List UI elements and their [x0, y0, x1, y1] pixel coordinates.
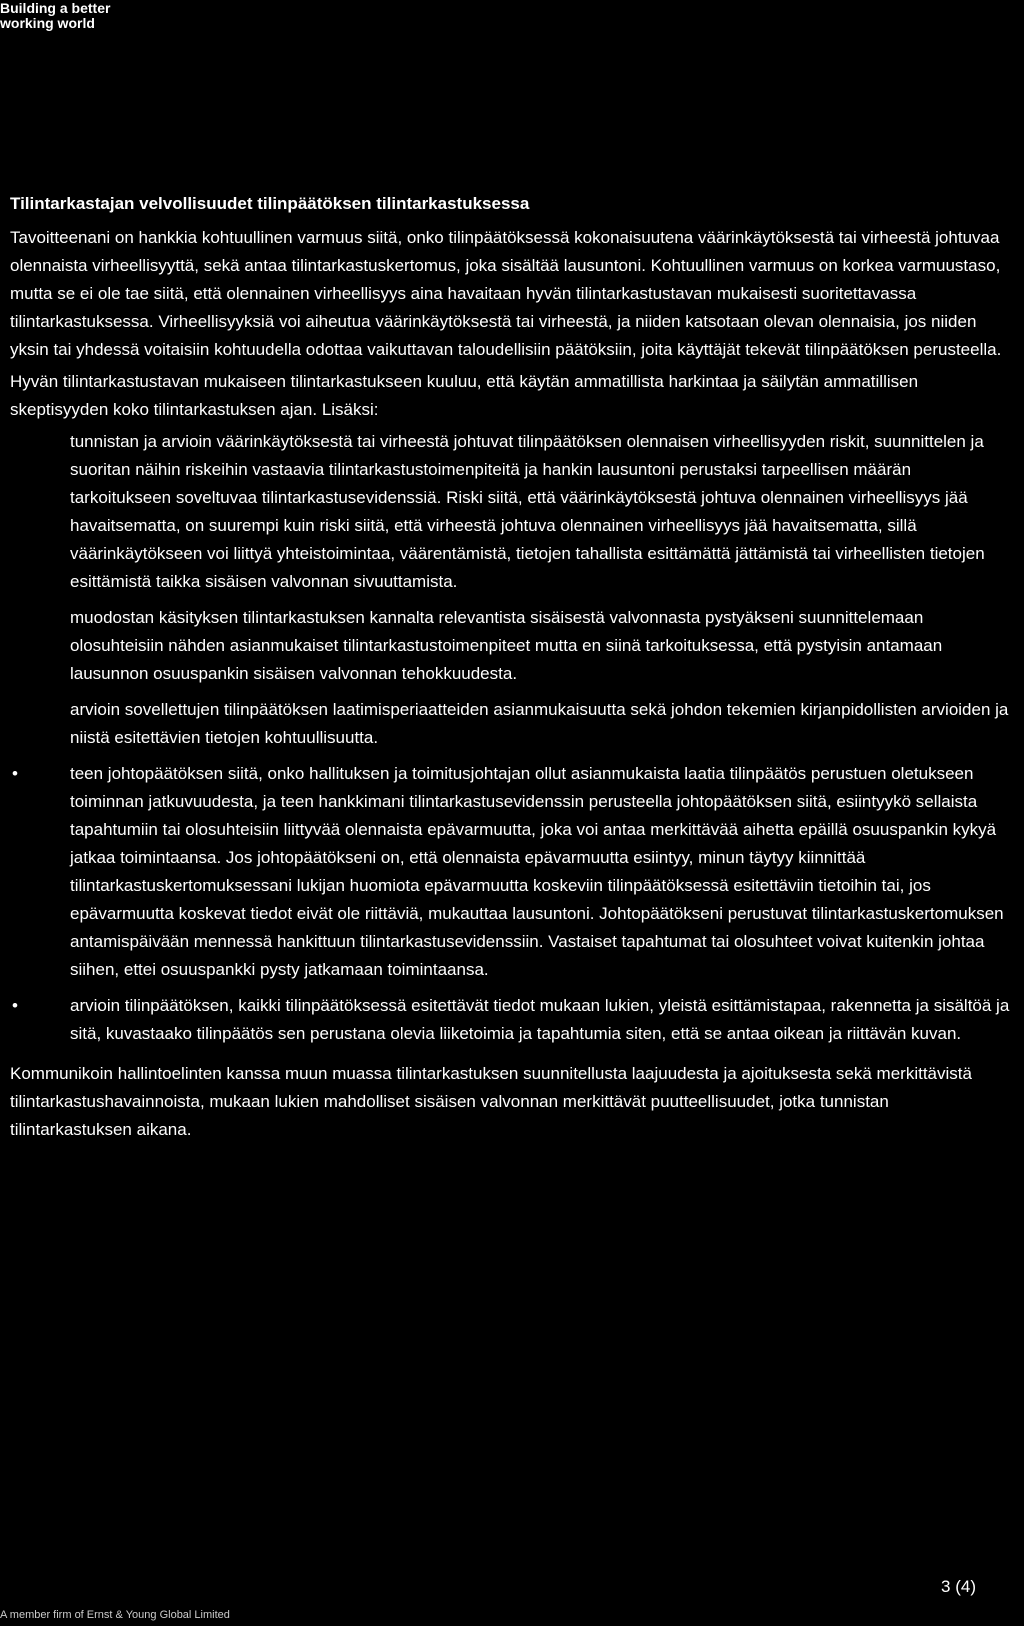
brand-slogan	[0, 1, 110, 31]
bullet-marker: •	[12, 764, 18, 783]
list-item-text: muodostan käsityksen tilintarkastuksen kannalta relevantista sisäisestä valvonnasta pystyäkseni suunnittelemaan olosuhteisiin nähden asianmukaiset tilintarkastustoimenpiteet mutta en siinä tarkoituksessa, että pystyisin antamaan lausunnon osuuspankin sisäisen valvonnan tehokkuudesta.	[70, 608, 943, 683]
list-item-text: tunnistan ja arvioin väärinkäytöksestä tai virheestä johtuvat tilinpäätöksen olennaisen virheellisyyden riskit, suunnittelen ja suoritan näihin riskeihin vastaavia tilintarkastustoimenpiteitä ja hankin lausuntoni perustaksi tarpeellisen määrän tarkoitukseen soveltuvaa tilintarkastusevidenssiä. Riski siitä, että väärinkäytöksestä johtuva olennainen virheellisyys jää havaitsematta, on suurempi kuin riski siitä, että virheestä johtuva olennainen virheellisyys jää havaitsematta, sillä väärinkäytökseen voi liittyä yhteistoimintaa, väärentämistä, tietojen tahallista esittämättä jättämistä tai virheellisten tietojen esittämistä taikka sisäisen valvonnan sivuuttamista.	[70, 432, 985, 591]
paragraph-communication: Kommunikoin hallintoelinten kanssa muun muassa tilintarkastuksen suunnitellusta laajuudesta ja ajoituksesta sekä merkittävistä tilintarkastushavainnoista, mukaan lukien mahdolliset sisäisen valvonnan merkittävät puutteellisuudet, jotka tunnistan tilintarkastuksen aikana.	[10, 1064, 972, 1139]
list-item-text: arvioin tilinpäätöksen, kaikki tilinpäätöksessä esitettävät tiedot mukaan lukien, yleistä esittämistapaa, rakennetta ja sisältöä ja sitä, kuvastaako tilinpäätös sen perustana olevia liiketoimia ja tapahtumia siten, että se antaa oikean ja riittävän kuvan.	[70, 996, 1010, 1043]
list-item	[10, 604, 1015, 688]
auditor-duties-list	[10, 428, 1015, 1048]
paragraph-objective: Tavoitteenani on hankkia kohtuullinen varmuus siitä, onko tilinpäätöksessä kokonaisuutena väärinkäytöksestä tai virheestä johtuvaa olennaista virheellisyyttä, sekä antaa tilintarkastuskertomus, joka sisältää lausuntoni. Kohtuullinen varmuus on korkea varmuustaso, mutta se ei ole tae siitä, että olennainen virheellisyys aina havaitaan hyvän tilintarkastustavan mukaisesti suoritettavassa tilintarkastuksessa. Virheellisyyksiä voi aiheutua väärinkäytöksestä tai virheestä, ja niiden katsotaan olevan olennaisia, jos niiden yksin tai yhdessä voitaisiin kohtuudella odottaa vaikuttavan taloudellisiin päätöksiin, joita käyttäjät tekevät tilinpäätöksen perusteella.	[10, 228, 1002, 359]
paragraph-professional-judgement: Hyvän tilintarkastustavan mukaiseen tilintarkastukseen kuuluu, että käytän ammatillista harkintaa ja säilytän ammatillisen skeptisyyden koko tilintarkastuksen ajan. Lisäksi:	[10, 372, 919, 419]
section-heading: Tilintarkastajan velvollisuudet tilinpäätöksen tilintarkastuksessa	[10, 194, 530, 213]
slogan-line-1: Building a better	[0, 0, 111, 16]
list-item	[10, 760, 1015, 984]
list-item-text: teen johtopäätöksen siitä, onko hallituksen ja toimitusjohtajan ollut asianmukaista laatia tilinpäätös perustuen oletukseen toiminnan jatkuvuudesta, ja teen hankkimani tilintarkastusevidenssin perusteella johtopäätöksen siitä, esiintyykö sellaista tapahtumiin tai olosuhteisiin liittyvää olennaista epävarmuutta, joka voi antaa merkittävää aihetta epäillä osuuspankin kykyä jatkaa toimintaansa. Jos johtopäätökseni on, että olennaista epävarmuutta esiintyy, minun täytyy kiinnittää tilintarkastuskertomuksessani lukijan huomiota epävarmuutta koskeviin tilinpäätöksessä esitettäviin tietoihin tai, jos epävarmuutta koskevat tiedot eivät ole riittäviä, mukauttaa lausuntoni. Johtopäätökseni perustuvat tilintarkastuskertomuksen antamispäivään mennessä hankittuun tilintarkastusevidenssiin. Vastaiset tapahtumat tai olosuhteet voivat kuitenkin johtaa siihen, ettei osuuspankki pysty jatkamaan toimintaansa.	[70, 764, 1004, 979]
list-item	[10, 696, 1015, 752]
page-number: 3 (4)	[941, 1577, 976, 1596]
list-item	[10, 428, 1015, 596]
bullet-marker: •	[12, 996, 18, 1015]
list-item-text: arvioin sovellettujen tilinpäätöksen laatimisperiaatteiden asianmukaisuutta sekä johdon tekemien kirjanpidollisten arvioiden ja niistä esitettävien tietojen kohtuullisuutta.	[70, 700, 1009, 747]
list-item	[10, 992, 1015, 1048]
document-body	[10, 190, 1015, 1148]
footer-text: A member firm of Ernst & Young Global Limited	[0, 1609, 230, 1621]
slogan-line-2: working world	[0, 15, 95, 31]
